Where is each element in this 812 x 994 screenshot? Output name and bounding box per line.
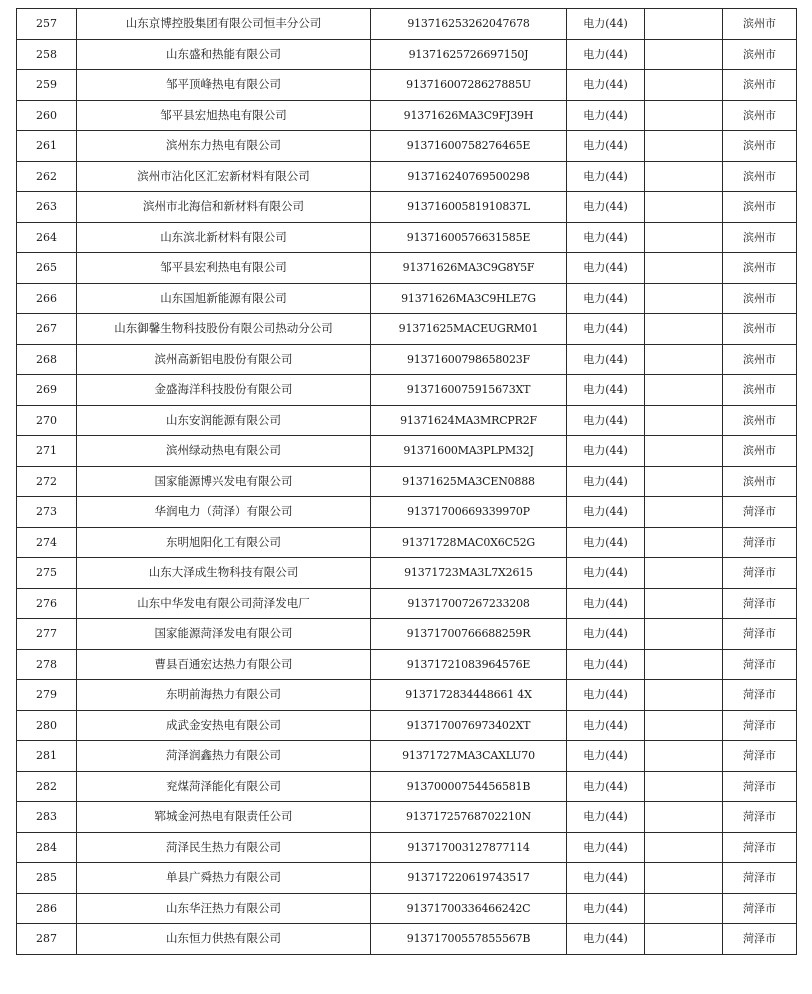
city-name: 滨州市 — [723, 222, 797, 253]
credit-code: 91371625MACEUGRM01 — [371, 314, 567, 345]
industry-category: 电力(44) — [567, 344, 645, 375]
table-row — [17, 893, 797, 924]
company-name: 滨州高新铝电股份有限公司 — [77, 344, 371, 375]
city-name: 菏泽市 — [723, 497, 797, 528]
city-name: 滨州市 — [723, 192, 797, 223]
city-name: 菏泽市 — [723, 619, 797, 650]
empty-cell — [645, 832, 723, 863]
company-name: 邹平县宏旭热电有限公司 — [77, 100, 371, 131]
city-name: 菏泽市 — [723, 924, 797, 955]
table-body — [17, 9, 797, 955]
company-name: 菏泽民生热力有限公司 — [77, 832, 371, 863]
table-row — [17, 802, 797, 833]
table-row — [17, 39, 797, 70]
table-row — [17, 619, 797, 650]
city-name: 滨州市 — [723, 375, 797, 406]
row-number: 279 — [17, 680, 77, 711]
city-name: 滨州市 — [723, 70, 797, 101]
industry-category: 电力(44) — [567, 436, 645, 467]
empty-cell — [645, 405, 723, 436]
company-name: 滨州市沾化区汇宏新材料有限公司 — [77, 161, 371, 192]
empty-cell — [645, 771, 723, 802]
empty-cell — [645, 70, 723, 101]
row-number: 265 — [17, 253, 77, 284]
empty-cell — [645, 39, 723, 70]
company-name: 成武金安热电有限公司 — [77, 710, 371, 741]
city-name: 菏泽市 — [723, 680, 797, 711]
row-number: 276 — [17, 588, 77, 619]
industry-category: 电力(44) — [567, 924, 645, 955]
empty-cell — [645, 344, 723, 375]
credit-code: 91371723MA3L7X2615 — [371, 558, 567, 589]
company-name: 曹县百通宏达热力有限公司 — [77, 649, 371, 680]
industry-category: 电力(44) — [567, 314, 645, 345]
document-page — [16, 8, 796, 955]
city-name: 滨州市 — [723, 161, 797, 192]
table-row — [17, 832, 797, 863]
industry-category: 电力(44) — [567, 405, 645, 436]
table-row — [17, 924, 797, 955]
credit-code: 913717220619743517 — [371, 863, 567, 894]
empty-cell — [645, 131, 723, 162]
company-name: 兖煤菏泽能化有限公司 — [77, 771, 371, 802]
row-number: 258 — [17, 39, 77, 70]
empty-cell — [645, 222, 723, 253]
credit-code: 91371728MAC0X6C52G — [371, 527, 567, 558]
credit-code: 91371600728627885U — [371, 70, 567, 101]
credit-code: 91371600576631585E — [371, 222, 567, 253]
industry-category: 电力(44) — [567, 253, 645, 284]
city-name: 菏泽市 — [723, 588, 797, 619]
credit-code: 9137172834448661 4X — [371, 680, 567, 711]
row-number: 272 — [17, 466, 77, 497]
row-number: 274 — [17, 527, 77, 558]
company-name: 山东大泽成生物科技有限公司 — [77, 558, 371, 589]
industry-category: 电力(44) — [567, 497, 645, 528]
empty-cell — [645, 9, 723, 40]
table-row — [17, 375, 797, 406]
credit-code: 91370000754456581B — [371, 771, 567, 802]
industry-category: 电力(44) — [567, 161, 645, 192]
row-number: 282 — [17, 771, 77, 802]
city-name: 菏泽市 — [723, 832, 797, 863]
empty-cell — [645, 802, 723, 833]
empty-cell — [645, 497, 723, 528]
credit-code: 91371700557855567B — [371, 924, 567, 955]
empty-cell — [645, 558, 723, 589]
company-name: 东明旭阳化工有限公司 — [77, 527, 371, 558]
city-name: 滨州市 — [723, 314, 797, 345]
table-row — [17, 588, 797, 619]
table-row — [17, 863, 797, 894]
company-name: 单县广舜热力有限公司 — [77, 863, 371, 894]
table-row — [17, 497, 797, 528]
empty-cell — [645, 893, 723, 924]
credit-code: 91371700336466242C — [371, 893, 567, 924]
industry-category: 电力(44) — [567, 466, 645, 497]
table-row — [17, 558, 797, 589]
industry-category: 电力(44) — [567, 39, 645, 70]
industry-category: 电力(44) — [567, 375, 645, 406]
credit-code: 913717003127877114 — [371, 832, 567, 863]
empty-cell — [645, 192, 723, 223]
industry-category: 电力(44) — [567, 9, 645, 40]
city-name: 滨州市 — [723, 253, 797, 284]
table-row — [17, 70, 797, 101]
city-name: 滨州市 — [723, 131, 797, 162]
row-number: 278 — [17, 649, 77, 680]
city-name: 滨州市 — [723, 466, 797, 497]
company-name: 国家能源博兴发电有限公司 — [77, 466, 371, 497]
company-name: 邹平县宏利热电有限公司 — [77, 253, 371, 284]
city-name: 菏泽市 — [723, 802, 797, 833]
credit-code: 91371727MA3CAXLU70 — [371, 741, 567, 772]
credit-code: 91371600MA3PLPM32J — [371, 436, 567, 467]
industry-category: 电力(44) — [567, 100, 645, 131]
industry-category: 电力(44) — [567, 771, 645, 802]
row-number: 263 — [17, 192, 77, 223]
table-row — [17, 131, 797, 162]
row-number: 283 — [17, 802, 77, 833]
row-number: 281 — [17, 741, 77, 772]
empty-cell — [645, 619, 723, 650]
credit-code: 91371600798658023F — [371, 344, 567, 375]
table-row — [17, 314, 797, 345]
table-row — [17, 680, 797, 711]
city-name: 滨州市 — [723, 9, 797, 40]
table-row — [17, 100, 797, 131]
row-number: 275 — [17, 558, 77, 589]
row-number: 270 — [17, 405, 77, 436]
credit-code: 91371626MA3C9G8Y5F — [371, 253, 567, 284]
credit-code: 91371600758276465E — [371, 131, 567, 162]
company-name: 郓城金河热电有限责任公司 — [77, 802, 371, 833]
row-number: 268 — [17, 344, 77, 375]
industry-category: 电力(44) — [567, 680, 645, 711]
row-number: 266 — [17, 283, 77, 314]
credit-code: 91371700669339970P — [371, 497, 567, 528]
company-name: 山东御馨生物科技股份有限公司热动分公司 — [77, 314, 371, 345]
table-row — [17, 405, 797, 436]
industry-category: 电力(44) — [567, 741, 645, 772]
empty-cell — [645, 527, 723, 558]
city-name: 菏泽市 — [723, 710, 797, 741]
table-row — [17, 649, 797, 680]
city-name: 菏泽市 — [723, 893, 797, 924]
row-number: 285 — [17, 863, 77, 894]
row-number: 267 — [17, 314, 77, 345]
company-name: 邹平顶峰热电有限公司 — [77, 70, 371, 101]
table-row — [17, 9, 797, 40]
table-row — [17, 253, 797, 284]
company-name: 滨州东力热电有限公司 — [77, 131, 371, 162]
table-row — [17, 527, 797, 558]
city-name: 菏泽市 — [723, 741, 797, 772]
empty-cell — [645, 863, 723, 894]
credit-code: 91371625726697150J — [371, 39, 567, 70]
city-name: 滨州市 — [723, 39, 797, 70]
table-row — [17, 344, 797, 375]
credit-code: 91371725768702210N — [371, 802, 567, 833]
company-name: 山东恒力供热有限公司 — [77, 924, 371, 955]
empty-cell — [645, 314, 723, 345]
row-number: 262 — [17, 161, 77, 192]
company-name: 山东安润能源有限公司 — [77, 405, 371, 436]
industry-category: 电力(44) — [567, 70, 645, 101]
industry-category: 电力(44) — [567, 863, 645, 894]
empty-cell — [645, 100, 723, 131]
company-name: 东明前海热力有限公司 — [77, 680, 371, 711]
industry-category: 电力(44) — [567, 710, 645, 741]
credit-code: 91371624MA3MRCPR2F — [371, 405, 567, 436]
credit-code: 91371626MA3C9FJ39H — [371, 100, 567, 131]
credit-code: 913716240769500298 — [371, 161, 567, 192]
empty-cell — [645, 161, 723, 192]
row-number: 257 — [17, 9, 77, 40]
industry-category: 电力(44) — [567, 131, 645, 162]
credit-code: 913717007267233208 — [371, 588, 567, 619]
industry-category: 电力(44) — [567, 802, 645, 833]
credit-code: 91371600581910837L — [371, 192, 567, 223]
credit-code: 91371626MA3C9HLE7G — [371, 283, 567, 314]
city-name: 菏泽市 — [723, 558, 797, 589]
industry-category: 电力(44) — [567, 832, 645, 863]
industry-category: 电力(44) — [567, 893, 645, 924]
city-name: 菏泽市 — [723, 863, 797, 894]
industry-category: 电力(44) — [567, 588, 645, 619]
empty-cell — [645, 710, 723, 741]
row-number: 273 — [17, 497, 77, 528]
row-number: 264 — [17, 222, 77, 253]
empty-cell — [645, 741, 723, 772]
table-row — [17, 710, 797, 741]
empty-cell — [645, 436, 723, 467]
company-name: 国家能源菏泽发电有限公司 — [77, 619, 371, 650]
row-number: 269 — [17, 375, 77, 406]
empty-cell — [645, 375, 723, 406]
company-name: 山东华汪热力有限公司 — [77, 893, 371, 924]
company-name: 滨州市北海信和新材料有限公司 — [77, 192, 371, 223]
row-number: 277 — [17, 619, 77, 650]
city-name: 滨州市 — [723, 283, 797, 314]
row-number: 287 — [17, 924, 77, 955]
credit-code: 91371625MA3CEN0888 — [371, 466, 567, 497]
city-name: 菏泽市 — [723, 649, 797, 680]
company-name: 金盛海洋科技股份有限公司 — [77, 375, 371, 406]
industry-category: 电力(44) — [567, 649, 645, 680]
row-number: 259 — [17, 70, 77, 101]
empty-cell — [645, 283, 723, 314]
company-name: 滨州绿动热电有限公司 — [77, 436, 371, 467]
city-name: 滨州市 — [723, 405, 797, 436]
city-name: 菏泽市 — [723, 527, 797, 558]
company-name: 山东国旭新能源有限公司 — [77, 283, 371, 314]
table-row — [17, 283, 797, 314]
table-row — [17, 161, 797, 192]
industry-category: 电力(44) — [567, 619, 645, 650]
city-name: 滨州市 — [723, 436, 797, 467]
table-row — [17, 222, 797, 253]
empty-cell — [645, 649, 723, 680]
row-number: 261 — [17, 131, 77, 162]
enterprise-table — [16, 8, 797, 955]
empty-cell — [645, 466, 723, 497]
empty-cell — [645, 253, 723, 284]
credit-code: 913716253262047678 — [371, 9, 567, 40]
table-row — [17, 741, 797, 772]
row-number: 284 — [17, 832, 77, 863]
city-name: 滨州市 — [723, 344, 797, 375]
empty-cell — [645, 588, 723, 619]
company-name: 山东盛和热能有限公司 — [77, 39, 371, 70]
industry-category: 电力(44) — [567, 192, 645, 223]
city-name: 菏泽市 — [723, 771, 797, 802]
credit-code: 9137160075915673XT — [371, 375, 567, 406]
table-row — [17, 436, 797, 467]
empty-cell — [645, 924, 723, 955]
credit-code: 91371721083964576E — [371, 649, 567, 680]
company-name: 山东中华发电有限公司菏泽发电厂 — [77, 588, 371, 619]
city-name: 滨州市 — [723, 100, 797, 131]
row-number: 286 — [17, 893, 77, 924]
empty-cell — [645, 680, 723, 711]
row-number: 280 — [17, 710, 77, 741]
company-name: 华润电力（菏泽）有限公司 — [77, 497, 371, 528]
row-number: 271 — [17, 436, 77, 467]
industry-category: 电力(44) — [567, 283, 645, 314]
credit-code: 91371700766688259R — [371, 619, 567, 650]
industry-category: 电力(44) — [567, 222, 645, 253]
table-row — [17, 771, 797, 802]
company-name: 山东滨北新材料有限公司 — [77, 222, 371, 253]
company-name: 菏泽润鑫热力有限公司 — [77, 741, 371, 772]
company-name: 山东京博控股集团有限公司恒丰分公司 — [77, 9, 371, 40]
industry-category: 电力(44) — [567, 527, 645, 558]
table-row — [17, 192, 797, 223]
table-row — [17, 466, 797, 497]
industry-category: 电力(44) — [567, 558, 645, 589]
row-number: 260 — [17, 100, 77, 131]
credit-code: 9137170076973402XT — [371, 710, 567, 741]
